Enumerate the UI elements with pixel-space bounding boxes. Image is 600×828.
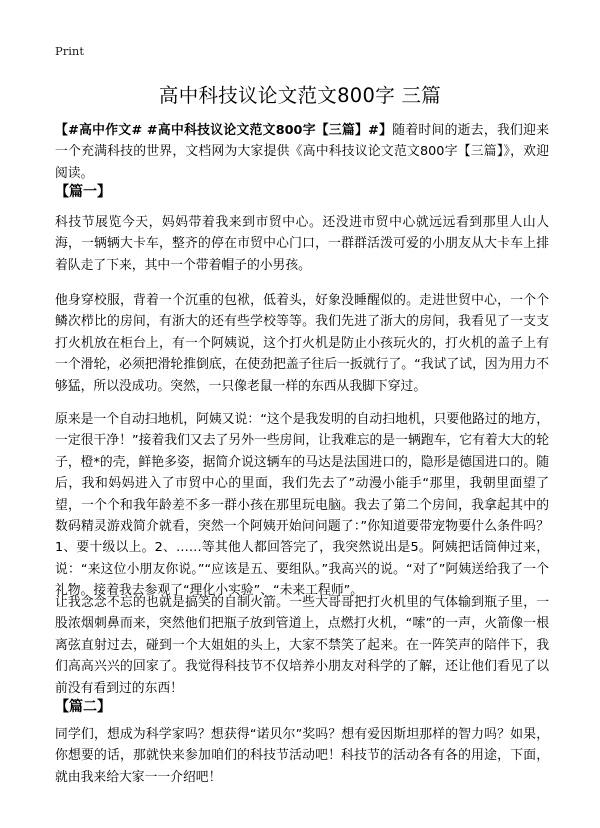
intro-text: 随着时间的逝去，我们迎来一个充满科技的世界，文档网为大家提供《高中科技议论文范文800字【三篇】》，欢迎阅读。: [55, 123, 550, 181]
section-heading-2: 【篇二】: [55, 699, 111, 715]
print-label: Print: [55, 44, 84, 58]
paragraph-1-4: 让我念念不忘的也就是搞笑的自制火箭。一些大哥哥把打火机里的气体输到瓶子里，一股浓烟刺鼻而来，突然他们把瓶子放到管道上，点燃打火机，“嗦”的一声，火箭像一根离弦直射过去，碰到一个大姐姐的头上，大家不禁笑了起来。在一阵笑声的陪伴下，我们高高兴兴的回家了。我觉得科技节不仅培养小朋友对科学的了解，还让他们看见了以前没有看到过的东西！: [55, 595, 549, 696]
section-heading-1: 【篇一】: [55, 184, 111, 200]
page-title: 高中科技议论文范文800字 三篇: [158, 84, 442, 107]
paragraph-1-1: 科技节展览今天，妈妈带着我来到市贸中心。还没进市贸中心就远远看到那里人山人海，一辆辆大卡车，整齐的停在市贸中心门口，一群群活泼可爱的小朋友从大卡车上排着队走了下来，其中一个带着帽子的小男孩。: [55, 215, 549, 273]
intro-tag: 【#高中作文# #高中科技议论文范文800字【三篇】#】: [55, 123, 393, 138]
paragraph-1-3: 原来是一个自动扫地机，阿姨又说：“这个是我发明的自动扫地机，只要他路过的地方，一定很干净！”接着我们又去了另外一些房间，让我难忘的是一辆跑车，它有着大大的轮子，橙*的壳，鲜艳多姿，据简介说这辆车的马达是法国进口的，隐形是德国进口的。随后，我和妈妈进入了市贸中心的里面，我们先去了”动漫小能手“那里，我朝里面望了望，一个个和我年龄差不多一群小孩在那里玩电脑。我去了第二个房间，我拿起其中的数码精灵游戏简介就看，突然一个阿姨开始问问题了：”你知道要带宠物要什么条件吗？1、要十级以上。2、……等其他人都回答完了，我突然说出是5。阿姨把话筒伸过来，说：“来这位小朋友你说。”“应该是五、要组队。”我高兴的说。“对了”阿姨送给我了一个礼物。接着我去参观了“理化小实验”、“未来工程师”。: [55, 412, 549, 599]
paragraph-2-1: 同学们，想成为科学家吗？想获得“诺贝尔”奖吗？想有爱因斯坦那样的智力吗？如果，你想要的话，那就快来参加咱们的科技节活动吧！科技节的活动各有各的用途，下面，就由我来给大家一一介绍吧！: [55, 727, 549, 785]
intro-paragraph: [55, 120, 549, 184]
paragraph-1-2: 他身穿校服，背着一个沉重的包袱，低着头，好象没睡醒似的。走进世贸中心，一个个鳞次栉比的房间，有浙大的还有些学校等等。我们先进了浙大的房间，我看见了一支支打火机放在柜台上，有一个阿姨说，这个打火机是防止小孩玩火的，打火机的盖子上有一个滑轮，必须把滑轮推倒底，在使劲把盖子往后一扳就行了。“我试了试，因为用力不够猛，所以没成功。突然，一只像老鼠一样的东西从我脚下穿过。: [55, 293, 549, 394]
